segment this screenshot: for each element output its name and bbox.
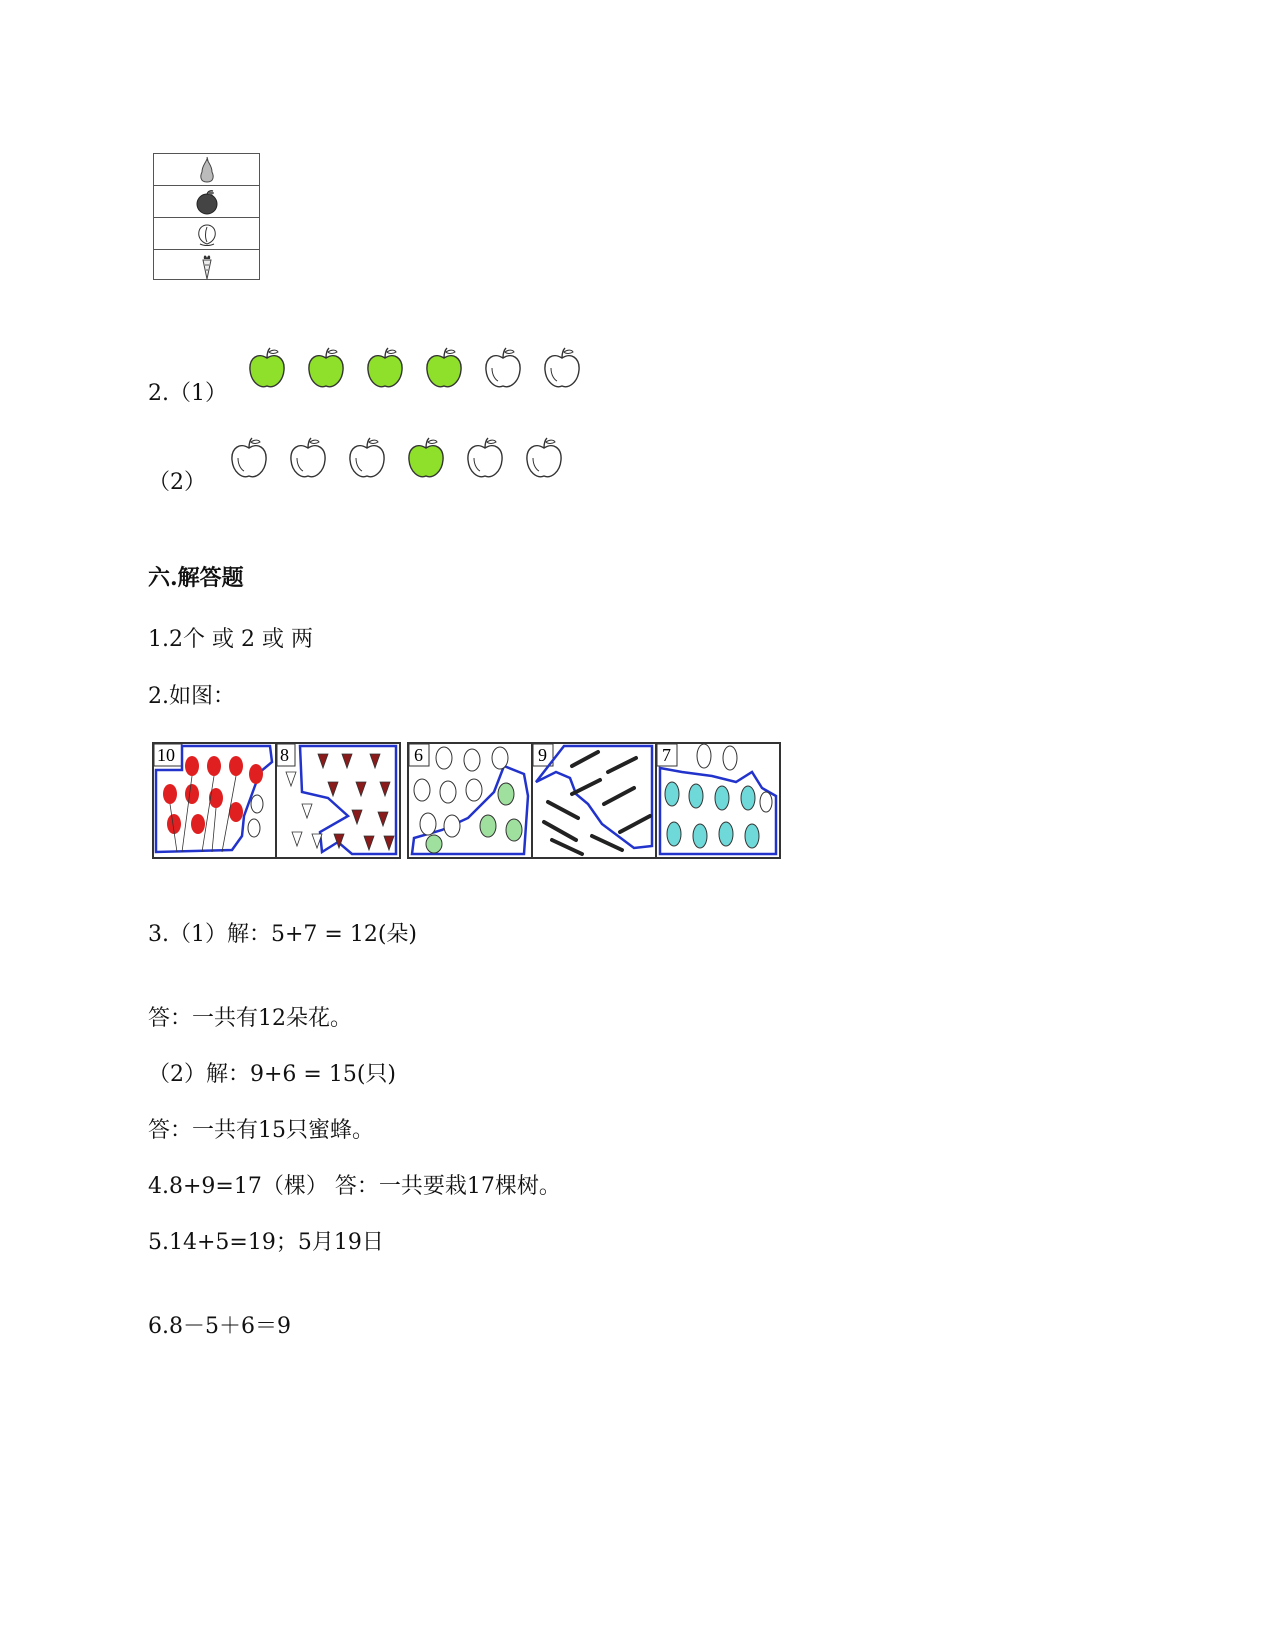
carrot-icon xyxy=(194,252,220,280)
apple-icon xyxy=(305,346,347,392)
panel-label-7 xyxy=(657,744,677,766)
pear-icon xyxy=(194,156,220,184)
answer-2: 2.如图： xyxy=(148,684,235,709)
apple-icon xyxy=(364,346,406,392)
answer-3-2: （2）解：9+6 = 15(只) xyxy=(148,1062,397,1087)
fruit-row xyxy=(154,250,259,281)
apple-icon xyxy=(287,436,329,482)
q2-part1-apples xyxy=(246,346,583,392)
apple-icon xyxy=(482,346,524,392)
svg-text:7: 7 xyxy=(662,745,671,765)
answer-5: 5.14+5=19；5月19日 xyxy=(148,1230,384,1255)
apple-icon xyxy=(246,346,288,392)
apple-icon xyxy=(228,436,270,482)
answer-3-1-result: 答：一共有12朵花。 xyxy=(148,1006,352,1031)
svg-text:6: 6 xyxy=(414,745,423,765)
apple-icon xyxy=(194,188,220,216)
fruit-row xyxy=(154,154,259,186)
peach-icon xyxy=(192,220,222,248)
answer-3-2-result: 答：一共有15只蜜蜂。 xyxy=(148,1118,374,1143)
svg-text:8: 8 xyxy=(280,745,289,765)
svg-text:9: 9 xyxy=(538,745,547,765)
answer-3-1: 3.（1）解：5+7 = 12(朵) xyxy=(148,922,417,947)
fruit-row xyxy=(154,218,259,250)
panel-label-8 xyxy=(277,744,295,766)
answer-6: 6.8－5＋6＝9 xyxy=(148,1314,291,1339)
q2-part1-label: 2.（1） xyxy=(148,381,227,406)
q2-part2-apples xyxy=(228,436,565,482)
q2-part2-label: （2） xyxy=(148,470,206,495)
svg-text:10: 10 xyxy=(157,745,175,765)
answer-1: 1.2个 或 2 或 两 xyxy=(148,627,313,652)
apple-icon xyxy=(346,436,388,482)
answer-4: 4.8+9=17（棵） 答：一共要栽17棵树。 xyxy=(148,1174,561,1199)
section-heading: 六.解答题 xyxy=(148,565,244,591)
apple-icon xyxy=(541,346,583,392)
apple-icon xyxy=(423,346,465,392)
fruit-table xyxy=(153,153,260,280)
fruit-row xyxy=(154,186,259,218)
apple-icon xyxy=(405,436,447,482)
apple-icon xyxy=(523,436,565,482)
apple-icon xyxy=(464,436,506,482)
panel-label-6 xyxy=(409,744,429,766)
counting-panels xyxy=(152,742,782,860)
panel-label-10 xyxy=(154,744,182,766)
